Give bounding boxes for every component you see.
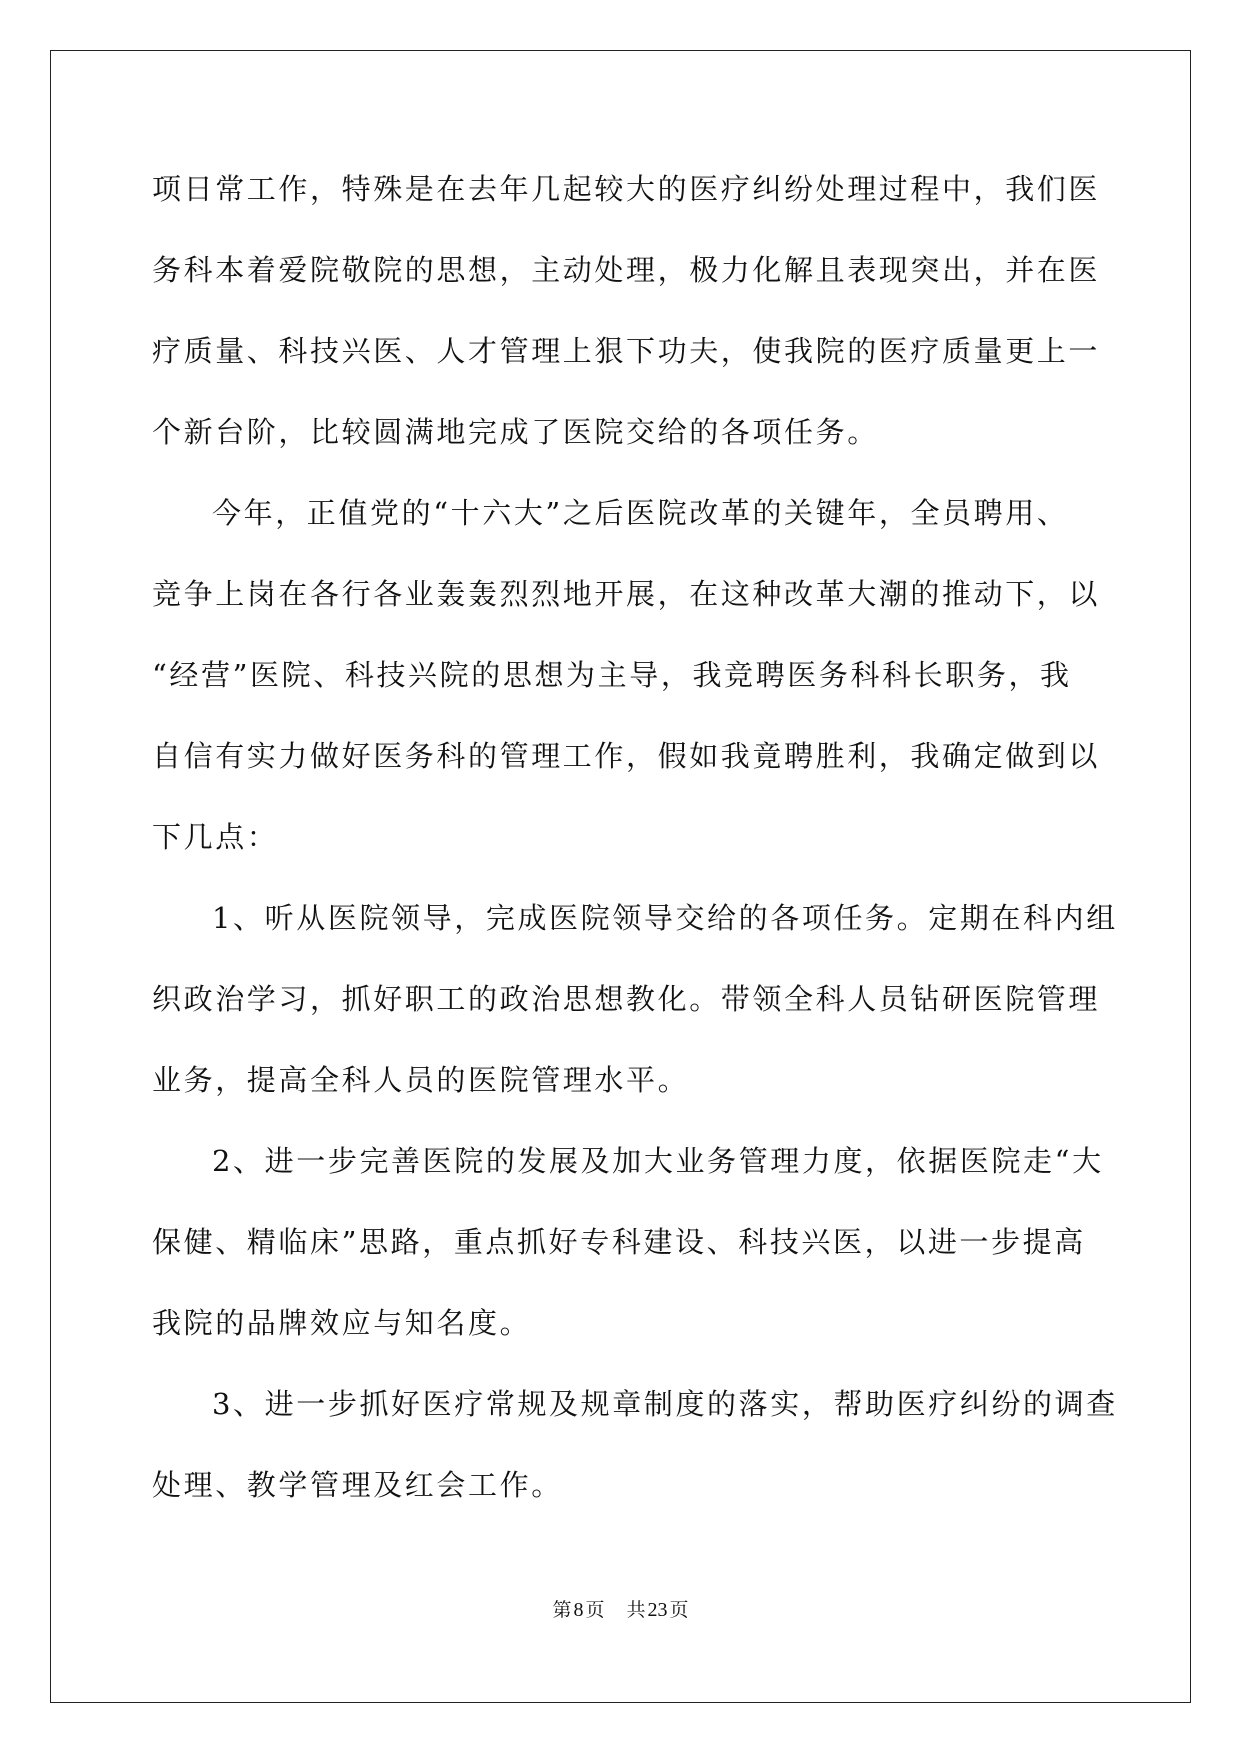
list-item-1-first-line: 1、听从医院领导，完成医院领导交给的各项任务。定期在科内组 (212, 901, 1118, 935)
text-line: 下几点： (152, 820, 279, 854)
page-number: 8 (573, 1599, 584, 1621)
text-line: 疗质量、科技兴医、人才管理上狠下功夫，使我院的医疗质量更上一 (152, 334, 1101, 368)
page-prefix: 第 (552, 1599, 572, 1621)
total-prefix: 共 (626, 1599, 646, 1621)
text-line: 务科本着爱院敬院的思想，主动处理，极力化解且表现突出，并在医 (152, 253, 1101, 287)
text-line: 我院的品牌效应与知名度。 (152, 1306, 532, 1340)
text-line: “经营”医院、科技兴院的思想为主导，我竞聘医务科科长职务，我 (152, 658, 1072, 692)
text-line: 织政治学习，抓好职工的政治思想教化。带领全科人员钻研医院管理 (152, 982, 1101, 1016)
page-footer (0, 1596, 1241, 1624)
text-line: 处理、教学管理及红会工作。 (152, 1468, 563, 1502)
paragraph-first-line: 今年，正值党的“十六大”之后医院改革的关键年，全员聘用、 (212, 496, 1069, 530)
list-item-2-first-line: 2、进一步完善医院的发展及加大业务管理力度，依据医院走“大 (212, 1144, 1104, 1178)
total-suffix: 页 (669, 1599, 689, 1621)
text-line: 竞争上岗在各行各业轰轰烈烈地开展，在这种改革大潮的推动下，以 (152, 577, 1101, 611)
text-line: 自信有实力做好医务科的管理工作，假如我竟聘胜利，我确定做到以 (152, 739, 1101, 773)
text-line: 保健、精临床”思路，重点抓好专科建设、科技兴医，以进一步提高 (152, 1225, 1086, 1259)
list-item-3-first-line: 3、进一步抓好医疗常规及规章制度的落实，帮助医疗纠纷的调查 (212, 1387, 1118, 1421)
text-line: 业务，提高全科人员的医院管理水平。 (152, 1063, 690, 1097)
document-body (152, 160, 1118, 1537)
total-pages: 23 (647, 1599, 668, 1621)
text-line: 个新台阶，比较圆满地完成了医院交给的各项任务。 (152, 415, 879, 449)
page-suffix: 页 (585, 1599, 605, 1621)
text-line: 项日常工作，特殊是在去年几起较大的医疗纠纷处理过程中，我们医 (152, 172, 1101, 206)
